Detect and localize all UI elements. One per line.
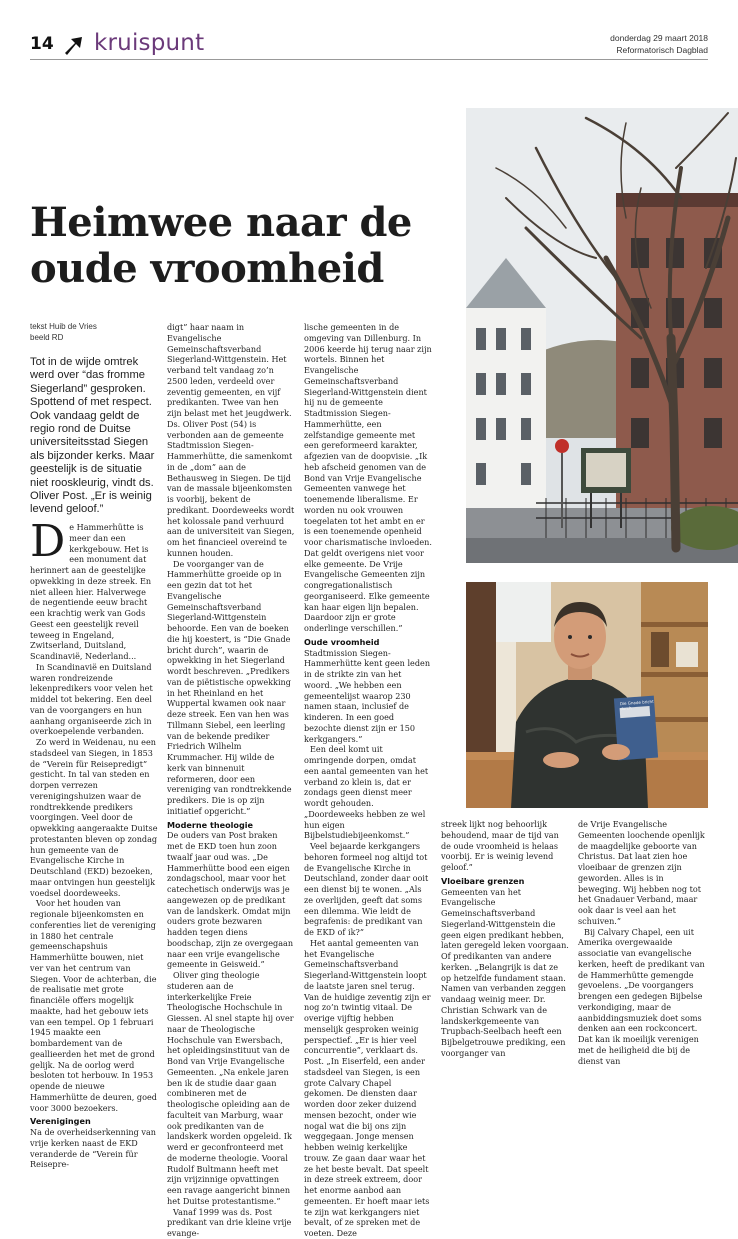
- article-column-2: [167, 322, 295, 1238]
- paragraph: Gemeenten van het Evangelische Gemeinschaftsverband Siegerland-Wittgenstein die geen eigen predikant hebben, laten geregeld leken voorgaan. Of predikanten van andere kerken. „Belangrijk is dat ze op hetzelfde fundament staan. Namen van verbanden zeggen vandaag weinig meer. Dr. Christian Schwark van de landskerkgemeente van Trupbach-Seelbach heeft een Bijbelgetrouwe prediking, een voorganger van: [441, 886, 569, 1058]
- paragraph: Vanaf 1999 was ds. Post predikant van drie kleine vrije evange-: [167, 1206, 292, 1238]
- subheading: Verenigingen: [30, 1116, 91, 1127]
- paragraph: Bij Calvary Chapel, een uit Amerika overgewaaide associatie van evangelische kerken, heeft de predikant van de Hammerhütte gemengde gevoelens. „De voorgangers brengen een gedegen Bijbelse verkondiging, maar de aanbiddingsmuziek doet soms denken aan een rockconcert. Dat kan ik moeilijk verenigen met de heiligheid die bij de dienst van: [578, 926, 705, 1066]
- credit-photo: beeld RD: [30, 333, 64, 342]
- section-title: kruispunt: [94, 30, 205, 56]
- paragraph: de Vrije Evangelische Gemeenten loochende openlijk de maagdelijke geboorte van Christus. Dat laat zien hoe vloeibaar de grenzen zijn geworden. Alles is in beweging. Wij hebben nog tot het Gnadauer Verband, maar ook daar is veel aan het schuiven.”: [578, 819, 705, 926]
- article-column-3: [304, 322, 432, 1238]
- subheading: Vloeibare grenzen: [441, 875, 525, 886]
- paragraph: Veel bejaarde kerkgangers behoren formeel nog altijd tot de Evangelische Kirche in Deutschland, zonder daar ooit een dienst bij te wonen. „Als ze overlijden, geeft dat soms een dilemma. Wie leidt de begrafenis: de predikant van de EKD of ik?”: [304, 841, 429, 937]
- credit-author: tekst Huib de Vries: [30, 322, 97, 331]
- paragraph: streek lijkt nog behoorlijk behoudend, maar de tijd van de oude vroomheid is helaas voorbij. Er is weinig levend geloof.”: [441, 819, 559, 872]
- paragraph: digt” haar naam in Evangelische Gemeinschaftsverband Siegerland-Wittgenstein. Het verband telt vandaag zo’n 2500 leden, verdeeld over zeventig gemeenten, en vijf predikanten. Twee van hen zijn belast met het jeugdwerk. Ds. Oliver Post (54) is verbonden aan de gemeente Stadtmission Siegen-Hammerhütte, die samenkomt in de „dom” aan de Bethausweg in Siegen. De tijd van de massale bijeenkomsten is voorbij, bekent de predikant. Doordeweeks wordt het kolossale pand verhuurd aan de universiteit van Siegen, om het financieel overeind te kunnen houden.: [167, 322, 295, 558]
- kruispunt-logo-icon: [62, 34, 86, 56]
- intro-lead: Tot in de wijde omtrek werd over “das fromme Siegerland” gesproken. Spottend of met respect. Ook vandaag geldt de regio rond de Duitse universiteitsstad Siegen als bijzonder kerks. Maar geestelijk is de situatie niet rooskleurig, vindt ds. Oliver Post. „Er is weinig levend geloof.”: [30, 356, 155, 516]
- article-column-4: [441, 819, 569, 1060]
- issue-date: donderdag 29 maart 2018: [610, 33, 708, 43]
- paragraph: Zo werd in Weidenau, nu een stadsdeel van Siegen, in 1853 de “Verein für Reisepredigt” gesticht. In tal van steden en dorpen verrezen verenigingshuizen waar de rondtrekkende predikers voorgingen. Veel door de opwekking aangeraakte Duitse protestanten bleven op zondag hun gemeente van de Evangelische Kirche in Deutschland (EKD) bezoeken, maar ontvingen hun geestelijk voedsel doordeweeks.: [30, 737, 158, 898]
- newspaper-name: Reformatorisch Dagblad: [616, 45, 708, 55]
- paragraph: Een deel komt uit omringende dorpen, omdat een aantal gemeenten van het verband zo klein is, dat er zondags geen dienst meer wordt gehouden. „Doordeweeks hebben ze wel hun eigen Bijbelstudiebijeenkomst.”: [304, 744, 429, 841]
- photo-ds-oliver-post: [466, 582, 708, 808]
- subheading: Oude vroomheid: [304, 636, 380, 647]
- subheading: Moderne theologie: [167, 819, 254, 830]
- paragraph: e Hammerhütte is meer dan een kerkgebouw. Het is een monument dat herinnert aan de geestelijke opwekking in deze streek. En niet alleen hier. Halverwege de negentiende eeuw bracht een krachtig werk van Gods Geest een geestelijk reveil teweeg in Engeland, Zwitserland, Duitsland, Scandinavië, Nederland...: [30, 522, 152, 661]
- page-header: [30, 32, 708, 60]
- article-column-1: [30, 516, 158, 1170]
- headline: Heimwee naar de oude vroomheid: [30, 199, 412, 292]
- paragraph: De voorganger van de Hammerhütte groeide op in een gezin dat tot het Evangelische Gemeinschaftsverband Siegerland-Wittgenstein behoorde. Een van de boeken die hij koestert, is “Die Gnade bricht durch”, waarin de opwekking in het Siegerland wordt beschreven. „Predikers van de piëtistische opwekking in het Rheinland en het Wuppertal kwamen ook naar deze streek. Een van hen was Tillmann Siebel, een leerling van de bekende prediker Friedrich Wilhelm Krummacher. Hij wilde de kerk van binnenuit reformeren, door een vereniging van rondtrekkende predikers. Die is op zijn initiatief opgericht.”: [167, 558, 292, 816]
- article-column-5: [578, 819, 708, 1066]
- paragraph: Voor het houden van regionale bijeenkomsten en conferenties liet de vereniging in 1880 het centrale gemeenschapshuis Hammerhütte bouwen, niet ver van het centrum van Siegen. Voor de achterban, die de realisatie met grote financiële offers mogelijk maakte, had het gebouw iets van een tempel. Op 1 februari 1945 maakte een bombardement van de geallieerden het met de grond gelijk. Na de oorlog werd besloten tot herbouw. In 1953 opende de nieuwe Hammerhütte de deuren, goed voor 3000 bezoekers.: [30, 898, 157, 1113]
- drop-cap: D: [30, 516, 66, 567]
- photo-book-title: Die Gnade bricht durch: [619, 698, 654, 712]
- paragraph: De ouders van Post braken met de EKD toen hun zoon twaalf jaar oud was. „De Hammerhütte bood een eigen zondagschool, maar voor het catechetisch onderwijs was je aangewezen op de predikant van de landskerk. Omdat mijn ouders grote bezwaren hadden tegen diens boodschap, zijn ze overgegaan naar een vrije evangelische gemeente in Geisweid.”: [167, 830, 294, 970]
- header-divider: [30, 59, 708, 60]
- paragraph: lische gemeenten in de omgeving van Dillenburg. In 2006 keerde hij terug naar zijn wortels. Binnen het Evangelische Gemeinschaftsverband Siegerland-Wittgenstein dient hij nu de gemeente Stadtmission Siegen-Hammerhütte, een zelfstandige gemeente met een gereformeerd karakter, afgezien van de doopvisie. „Ik heb afscheid genomen van de Bond van Vrije Evangelische Gemeenten vanwege het toenemende liberalisme. Er worden nu ook vrouwen toegelaten tot het ambt en er is een toenemende openheid voor charismatische invloeden. Dat geldt overigens niet voor elke gemeente. De Vrije Evangelische Gemeenten zijn congregationalistisch georganiseerd. Elke gemeente kan haar eigen lijn bepalen. Daardoor zijn er grote onderlinge verschillen.”: [304, 322, 432, 633]
- paragraph: Het aantal gemeenten van het Evangelische Gemeinschaftsverband Siegerland-Wittgenstein loopt de laatste jaren snel terug. Van de huidige zeventig zijn er nog zo’n twintig vitaal. De overige vijftig hebben menselijk gesproken weinig perspectief. „Er is hier veel concurrentie”, verklaart ds. Post. „In Eiserfeld, een ander stadsdeel van Siegen, is een grote Calvary Chapel gekomen. De diensten daar worden door zeker duizend mensen bezocht, onder wie nogal wat die bij ons zijn weggegaan. Jonge mensen hebben weinig kerkelijke trouw. Ze gaan daar waar het ze het beste bevalt. Dat speelt in deze streek extreem, door het enorme aanbod aan gemeenten. Er hoeft maar iets te zijn wat kerkgangers niet bevalt, of ze spreken met de voeten. Deze: [304, 937, 431, 1238]
- paragraph: Oliver ging theologie studeren aan de interkerkelijke Freie Theologische Hochschule in Giessen. Al snel stapte hij over naar de Theologische Hochschule van Ewersbach, het opleidingsinstituut van de Bond van Vrije Evangelische Gemeenten. „Na enkele jaren ben ik de studie daar gaan combineren met de theologische opleiding aan de faculteit van Marburg, waar ook predikanten van de landskerk worden opgeleid. Ik werd er geconfronteerd met de moderne theologie. Vooral Rudolf Bultmann heeft met zijn vrijzinnige opvattingen een ravage aangericht binnen het Duitse protestantisme.”: [167, 970, 294, 1206]
- paragraph: Na de overheidserkenning van vrije kerken naast de EKD veranderde de “Verein für Reisepre-: [30, 1127, 156, 1170]
- paragraph: In Scandinavië en Duitsland waren rondreizende lekenpredikers voor velen het middel tot bekering. Een deel van de voorgangers en hun aanhang organiseerde zich in overkoepelende verbanden.: [30, 661, 153, 737]
- page-number: 14: [30, 34, 54, 54]
- photo-hammerhutte-building: [466, 108, 738, 563]
- paragraph: Stadtmission Siegen-Hammerhütte kent geen leden in de strikte zin van het woord. „We hebben een gemeentelijst waarop 230 namen staan, inclusief de kinderen. In een goed bezochte dienst zijn er 150 kerkgangers.”: [304, 647, 431, 744]
